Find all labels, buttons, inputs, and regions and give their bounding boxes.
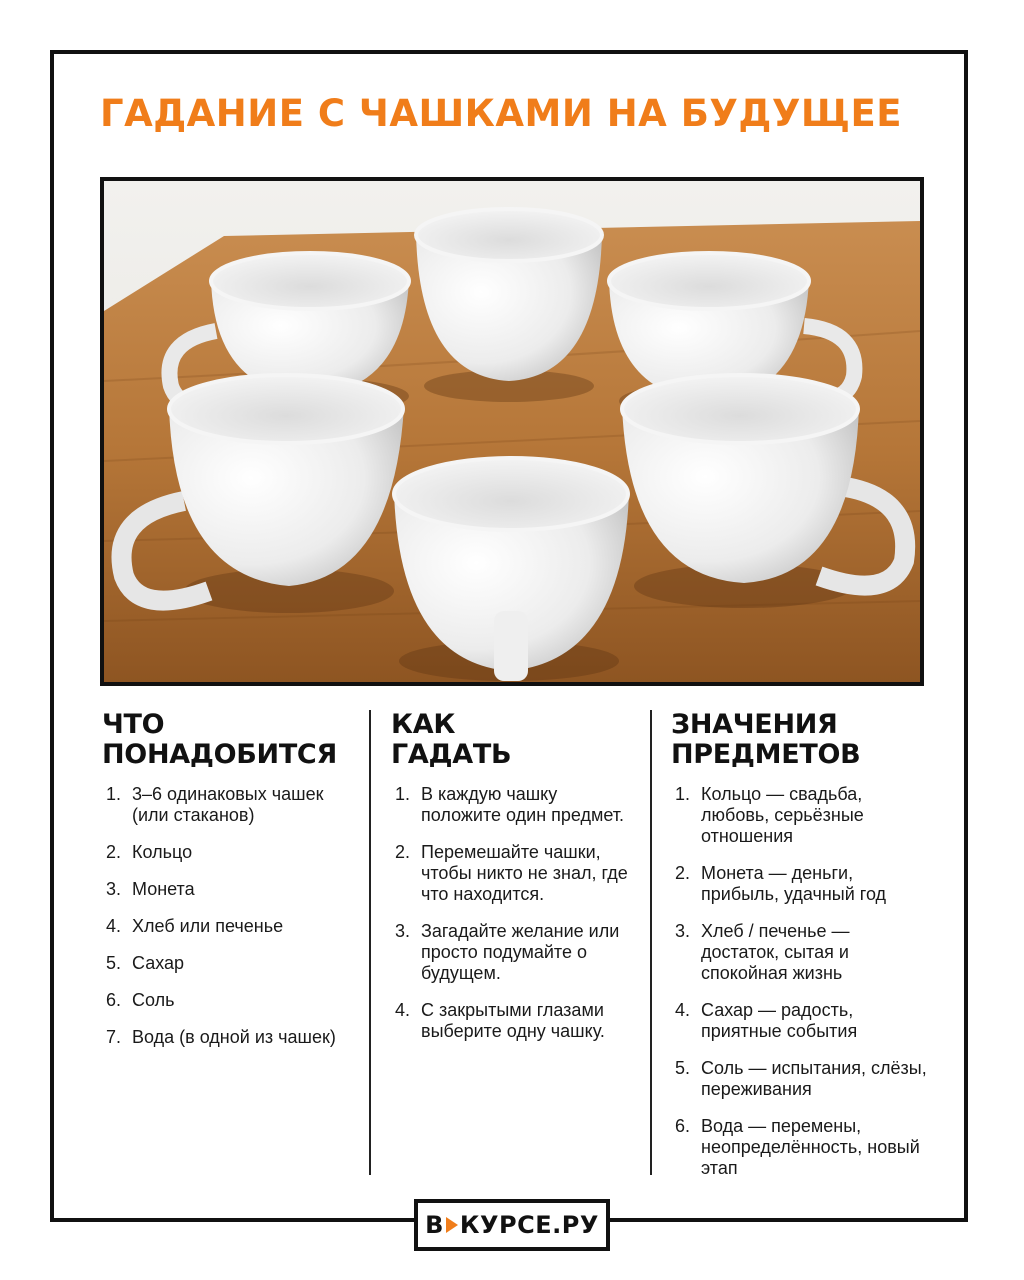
list-item: 5. Сахар [106, 953, 185, 973]
list-item: 3. Монета [106, 879, 195, 899]
list-item: 1. В каждую чашку положите один предмет. [395, 784, 625, 825]
list-item: 5. Соль — испытания, слёзы, переживания [675, 1058, 927, 1099]
cups-illustration [104, 181, 920, 682]
column-heading: ЧТО ПОНАДОБИТСЯ [102, 709, 337, 770]
steps-list [391, 784, 631, 1042]
list-item: 1. Кольцо — свадьба, любовь, серьёзные отношения [675, 784, 864, 846]
meanings-list [671, 784, 931, 1179]
list-item: 3. Хлеб / печенье — достаток, сытая и спокойная жизнь [675, 921, 850, 983]
play-triangle-icon [446, 1217, 458, 1233]
list-item: 2. Кольцо [106, 842, 193, 862]
column-divider [650, 710, 652, 1175]
page-title: ГАДАНИЕ С ЧАШКАМИ НА БУДУЩЕЕ [100, 92, 903, 135]
list-item: 7. Вода (в одной из чашек) [106, 1027, 336, 1047]
list-item: 3. Загадайте желание или просто подумайте о будущем. [395, 921, 620, 983]
column-meanings [671, 710, 931, 1195]
list-item: 4. Хлеб или печенье [106, 916, 284, 936]
list-item: 2. Монета — деньги, прибыль, удачный год [675, 863, 887, 904]
column-how-to [391, 710, 631, 1058]
cups-photo [100, 177, 924, 686]
list-item: 4. Сахар — радость, приятные события [675, 1000, 858, 1041]
column-heading: КАК ГАДАТЬ [391, 709, 512, 770]
list-item: 2. Перемешайте чашки, чтобы никто не знал, где что находится. [395, 842, 628, 904]
brand-logo[interactable]: В КУРСЕ.РУ [414, 1199, 610, 1251]
column-heading: ЗНАЧЕНИЯ ПРЕДМЕТОВ [671, 709, 861, 770]
list-item: 6. Вода — перемены, неопределённость, новый этап [675, 1116, 920, 1178]
column-divider [369, 710, 371, 1175]
column-what-needed [102, 710, 362, 1064]
list-item: 1. 3–6 одинаковых чашек (или стаканов) [106, 784, 324, 825]
list-item: 4. С закрытыми глазами выберите одну чашку. [395, 1000, 605, 1041]
list-item: 6. Соль [106, 990, 175, 1010]
items-list [102, 784, 362, 1048]
